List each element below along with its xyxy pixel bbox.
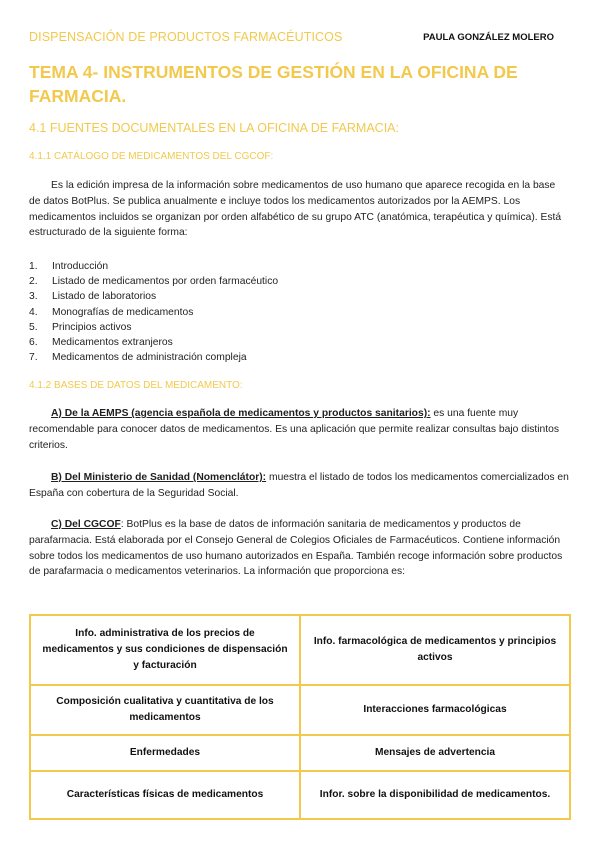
table-cell: Características físicas de medicamentos	[30, 771, 300, 819]
table-row	[30, 771, 570, 819]
cgcof-paragraph: C) Del CGCOF: BotPlus es la base de datos de información sanitaria de medicamentos y productos de parafarmacia. Está elaborada por el Consejo General de Colegios Oficiales de Farmacéuticos. Contiene información sobre todos los medicamentos de uso humano autorizados en España. También recoge información sobre productos de parafarmacia o medicamentos veterinarios. La información que proporciona es:	[29, 519, 563, 578]
list-item: 2. Listado de medicamentos por orden farmacéutico	[29, 276, 279, 288]
ministry-paragraph: B) Del Ministerio de Sanidad (Nomenclátor): muestra el listado de todos los medicamentos comercializados en España con cobertura de la Seguridad Social.	[29, 472, 569, 499]
list-item: 6. Medicamentos extranjeros	[29, 337, 173, 349]
cgcof-label: C) Del CGCOF	[51, 519, 121, 530]
table-cell: Infor. sobre la disponibilidad de medicamentos.	[300, 771, 570, 819]
table-cell: Info. administrativa de los precios de medicamentos y sus condiciones de dispensación y facturación	[30, 615, 300, 685]
table-cell: Enfermedades	[30, 735, 300, 771]
botplus-info-table	[29, 614, 571, 820]
list-item: 4. Monografías de medicamentos	[29, 306, 194, 318]
subsection-heading-databases: 4.1.2 BASES DE DATOS DEL MEDICAMENTO:	[29, 380, 243, 391]
table-cell: Info. farmacológica de medicamentos y principios activos	[300, 615, 570, 685]
table-cell: Composición cualitativa y cuantitativa de los medicamentos	[30, 685, 300, 735]
list-item: 7. Medicamentos de administración compleja	[29, 352, 247, 364]
list-item: 5. Principios activos	[29, 321, 132, 333]
ministry-label: B) Del Ministerio de Sanidad (Nomenclátor):	[51, 472, 267, 483]
table-cell: Interacciones farmacológicas	[300, 685, 570, 735]
table-row	[30, 615, 570, 685]
table-row	[30, 735, 570, 771]
table-row	[30, 685, 570, 735]
section-heading: 4.1 FUENTES DOCUMENTALES EN LA OFICINA DE FARMACIA:	[29, 121, 399, 135]
header-course: DISPENSACIÓN DE PRODUCTOS FARMACÉUTICOS	[29, 30, 343, 44]
aemps-label: A) De la AEMPS (agencia española de medicamentos y productos sanitarios):	[51, 408, 431, 419]
catalog-paragraph: Es la edición impresa de la información sobre medicamentos de uso humano que aparece recogida en la base de datos BotPlus. Se publica anualmente e incluye todos los medicamentos autorizados por la AEMPS. Los medicamentos incluidos se organizan por orden alfabético de su grupo ATC (anatómica, terapéutica y química). Está estructurado de la siguiente forma:	[29, 180, 562, 239]
list-item: 1. Introducción	[29, 261, 109, 272]
page-title: TEMA 4- INSTRUMENTOS DE GESTIÓN EN LA OFICINA DE FARMACIA.	[29, 62, 518, 106]
list-item: 3. Listado de laboratorios	[29, 291, 157, 303]
aemps-paragraph: A) De la AEMPS (agencia española de medicamentos y productos sanitarios): es una fuente muy recomendable para conocer datos de medicamentos. Es una aplicación que permite realizar consultas bajo distintos criterios.	[29, 408, 560, 451]
subsection-heading-catalog: 4.1.1 CATÁLOGO DE MEDICAMENTOS DEL CGCOF:	[29, 151, 274, 162]
catalog-structure-list	[29, 259, 278, 365]
table-cell: Mensajes de advertencia	[300, 735, 570, 771]
header-author: PAULA GONZÁLEZ MOLERO	[423, 32, 554, 43]
